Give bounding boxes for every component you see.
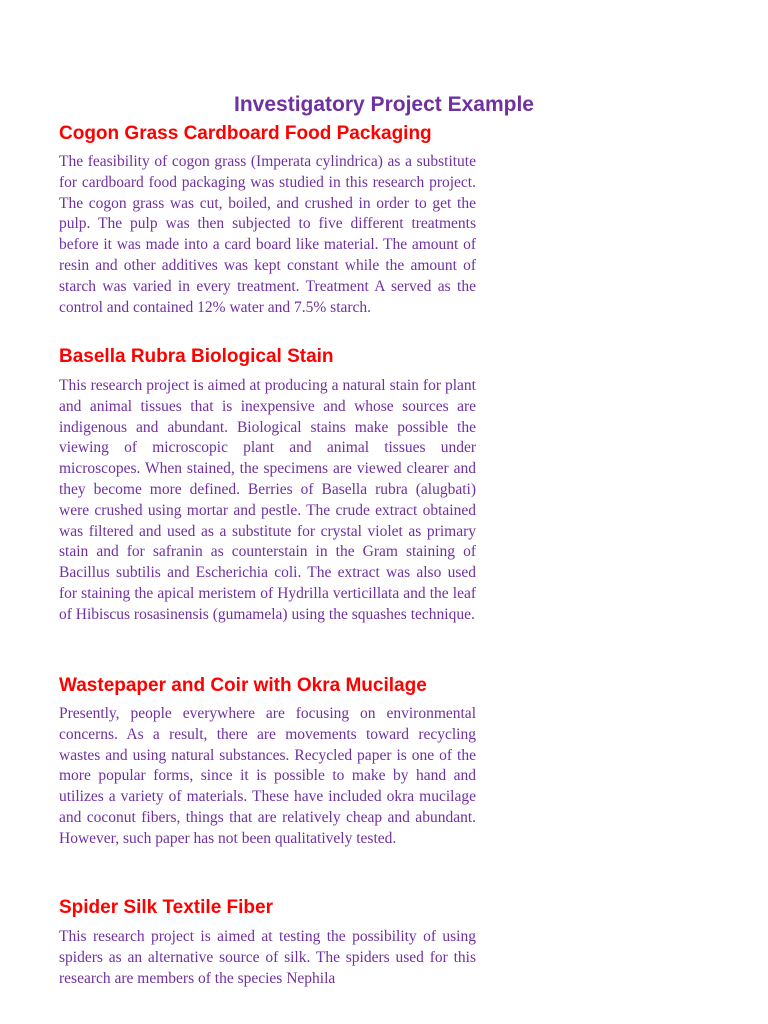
section-heading-cogon-grass: Cogon Grass Cardboard Food Packaging (59, 123, 432, 144)
section-body-cogon-grass: The feasibility of cogon grass (Imperata cylindrica) as a substitute for cardboard food packaging was studied in this research project. The cogon grass was cut, boiled, and crushed in order to get the pulp. The pulp was then subjected to five different treatments before it was made into a card board like material. The amount of resin and other additives was kept constant while the amount of starch was varied in every treatment. Treatment A served as the control and contained 12% water and 7.5% starch. (59, 153, 476, 316)
section-body-wastepaper-coir: Presently, people everywhere are focusing on environmental concerns. As a result, there are movements toward recycling wastes and using natural substances. Recycled paper is one of the more popular forms, since it is possible to make by hand and utilizes a variety of materials. These have included okra mucilage and coconut fibers, things that are relatively cheap and abundant. However, such paper has not been qualitatively tested. (59, 705, 476, 847)
section-body-basella-rubra: This research project is aimed at producing a natural stain for plant and animal tissues that is inexpensive and whose sources are indigenous and abundant. Biological stains make possible the viewing of microscopic plant and animal tissues under microscopes. When stained, the specimens are viewed clearer and they become more defined. Berries of Basella rubra (alugbati) were crushed using mortar and pestle. The crude extract obtained was filtered and used as a substitute for crystal violet as primary stain and for safranin as counterstain in the Gram staining of Bacillus subtilis and Escherichia coli. The extract was also used for staining the apical meristem of Hydrilla verticillata and the leaf of Hibiscus rosasinensis (gumamela) using the squashes technique. (59, 377, 476, 623)
section-body-spider-silk: This research project is aimed at testing the possibility of using spiders as an alternative source of silk. The spiders used for this research are members of the species Nephila (59, 928, 476, 987)
section-heading-wastepaper-coir: Wastepaper and Coir with Okra Mucilage (59, 675, 427, 696)
section-heading-spider-silk: Spider Silk Textile Fiber (59, 897, 273, 918)
page-title: Investigatory Project Example (234, 93, 534, 116)
section-heading-basella-rubra: Basella Rubra Biological Stain (59, 346, 334, 367)
